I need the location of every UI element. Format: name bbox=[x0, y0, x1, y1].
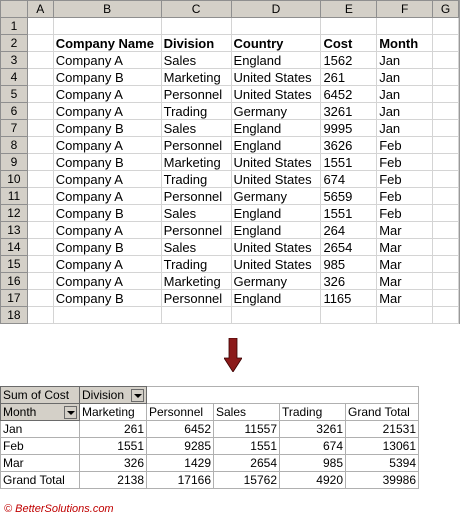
worksheet-row bbox=[1, 69, 459, 86]
worksheet-row bbox=[1, 18, 459, 35]
column-header[interactable]: C bbox=[161, 1, 231, 18]
pivot-cell: 3261 bbox=[280, 421, 346, 438]
row-header[interactable]: 15 bbox=[1, 256, 28, 273]
cell[interactable] bbox=[27, 137, 53, 154]
cell[interactable] bbox=[433, 205, 459, 222]
column-title-cell[interactable]: Month bbox=[377, 35, 433, 52]
cell[interactable]: Sales bbox=[161, 120, 231, 137]
row-header[interactable]: 18 bbox=[1, 307, 28, 324]
cell[interactable] bbox=[321, 18, 377, 35]
cell[interactable] bbox=[27, 18, 53, 35]
cell[interactable] bbox=[27, 188, 53, 205]
worksheet-row bbox=[1, 171, 459, 188]
cell[interactable] bbox=[27, 273, 53, 290]
cell[interactable]: Company B bbox=[53, 239, 161, 256]
cell[interactable]: Feb bbox=[377, 171, 433, 188]
down-arrow-icon bbox=[224, 338, 242, 372]
cell[interactable]: England bbox=[231, 205, 321, 222]
cell[interactable]: Sales bbox=[161, 205, 231, 222]
cell[interactable] bbox=[377, 18, 433, 35]
pivot-row-label: Grand Total bbox=[1, 472, 80, 489]
cell[interactable] bbox=[321, 307, 377, 324]
cell[interactable]: 985 bbox=[321, 256, 377, 273]
pivot-row-field-button[interactable] bbox=[1, 404, 80, 421]
cell[interactable]: Jan bbox=[377, 103, 433, 120]
worksheet-row bbox=[1, 35, 459, 52]
cell[interactable]: Feb bbox=[377, 188, 433, 205]
cell[interactable]: Trading bbox=[161, 256, 231, 273]
cell[interactable] bbox=[433, 86, 459, 103]
worksheet-row bbox=[1, 52, 459, 69]
cell[interactable]: United States bbox=[231, 154, 321, 171]
cell[interactable] bbox=[433, 256, 459, 273]
cell[interactable] bbox=[27, 222, 53, 239]
cell[interactable]: 264 bbox=[321, 222, 377, 239]
cell[interactable] bbox=[433, 171, 459, 188]
cell[interactable]: Company A bbox=[53, 171, 161, 188]
pivot-cell: 11557 bbox=[214, 421, 280, 438]
cell[interactable] bbox=[433, 188, 459, 205]
cell[interactable]: Trading bbox=[161, 103, 231, 120]
cell[interactable]: Personnel bbox=[161, 188, 231, 205]
row-header[interactable]: 13 bbox=[1, 222, 28, 239]
cell[interactable] bbox=[53, 307, 161, 324]
cell[interactable]: Feb bbox=[377, 137, 433, 154]
cell[interactable]: 1551 bbox=[321, 154, 377, 171]
cell[interactable] bbox=[231, 307, 321, 324]
pivot-cell: 17166 bbox=[147, 472, 214, 489]
cell[interactable] bbox=[433, 18, 459, 35]
worksheet-row bbox=[1, 205, 459, 222]
cell[interactable] bbox=[161, 307, 231, 324]
dropdown-arrow-icon[interactable] bbox=[64, 406, 77, 419]
cell[interactable]: Germany bbox=[231, 188, 321, 205]
worksheet-row bbox=[1, 222, 459, 239]
pivot-header-row bbox=[1, 404, 419, 421]
pivot-row-label: Feb bbox=[1, 438, 80, 455]
worksheet-row bbox=[1, 120, 459, 137]
row-header[interactable]: 1 bbox=[1, 18, 28, 35]
cell[interactable]: 3261 bbox=[321, 103, 377, 120]
cell[interactable]: 674 bbox=[321, 171, 377, 188]
cell[interactable] bbox=[433, 35, 459, 52]
cell[interactable]: Jan bbox=[377, 120, 433, 137]
pivot-col-header: Grand Total bbox=[346, 404, 419, 421]
cell[interactable]: United States bbox=[231, 171, 321, 188]
cell[interactable] bbox=[27, 86, 53, 103]
cell[interactable] bbox=[433, 52, 459, 69]
row-header[interactable]: 6 bbox=[1, 103, 28, 120]
pivot-cell: 4920 bbox=[280, 472, 346, 489]
dropdown-arrow-icon[interactable] bbox=[131, 389, 144, 402]
cell[interactable]: Personnel bbox=[161, 222, 231, 239]
cell[interactable]: Feb bbox=[377, 154, 433, 171]
row-header[interactable]: 3 bbox=[1, 52, 28, 69]
cell[interactable] bbox=[433, 69, 459, 86]
row-header[interactable]: 11 bbox=[1, 188, 28, 205]
cell[interactable] bbox=[231, 18, 321, 35]
pivot-row-label: Mar bbox=[1, 455, 80, 472]
pivot-cell: 21531 bbox=[346, 421, 419, 438]
column-title-cell[interactable]: Cost bbox=[321, 35, 377, 52]
cell[interactable] bbox=[433, 273, 459, 290]
worksheet-row bbox=[1, 188, 459, 205]
cell[interactable] bbox=[433, 307, 459, 324]
row-header[interactable]: 8 bbox=[1, 137, 28, 154]
column-header[interactable]: A bbox=[27, 1, 53, 18]
column-title-cell[interactable]: Division bbox=[161, 35, 231, 52]
column-header[interactable]: B bbox=[53, 1, 161, 18]
column-title-cell[interactable]: Country bbox=[231, 35, 321, 52]
cell[interactable] bbox=[27, 154, 53, 171]
cell[interactable]: Company B bbox=[53, 290, 161, 307]
column-header[interactable]: G bbox=[433, 1, 459, 18]
cell[interactable]: 3626 bbox=[321, 137, 377, 154]
cell[interactable] bbox=[433, 222, 459, 239]
pivot-col-header: Marketing bbox=[80, 404, 147, 421]
cell[interactable] bbox=[27, 307, 53, 324]
cell[interactable] bbox=[27, 256, 53, 273]
cell[interactable]: Company B bbox=[53, 205, 161, 222]
cell[interactable]: England bbox=[231, 290, 321, 307]
pivot-data-row bbox=[1, 421, 419, 438]
cell[interactable]: Jan bbox=[377, 86, 433, 103]
pivot-row-field-label: Month bbox=[3, 405, 37, 419]
cell[interactable] bbox=[27, 171, 53, 188]
copyright-text: © BetterSolutions.com bbox=[4, 503, 114, 515]
cell[interactable]: 1551 bbox=[321, 205, 377, 222]
pivot-cell: 1551 bbox=[80, 438, 147, 455]
cell[interactable] bbox=[27, 290, 53, 307]
cell[interactable]: England bbox=[231, 52, 321, 69]
column-header-row bbox=[1, 1, 459, 18]
pivot-data-field[interactable]: Sum of Cost bbox=[1, 387, 80, 404]
cell[interactable]: 6452 bbox=[321, 86, 377, 103]
cell[interactable]: Mar bbox=[377, 273, 433, 290]
cell[interactable]: United States bbox=[231, 256, 321, 273]
pivot-cell: 2138 bbox=[80, 472, 147, 489]
cell[interactable]: England bbox=[231, 222, 321, 239]
cell[interactable]: Jan bbox=[377, 69, 433, 86]
pivot-column-field-button[interactable] bbox=[80, 387, 147, 404]
worksheet-row bbox=[1, 256, 459, 273]
cell[interactable]: Personnel bbox=[161, 86, 231, 103]
worksheet-row bbox=[1, 273, 459, 290]
cell[interactable]: Company B bbox=[53, 120, 161, 137]
pivot-cell: 13061 bbox=[346, 438, 419, 455]
cell[interactable]: 261 bbox=[321, 69, 377, 86]
row-header[interactable]: 2 bbox=[1, 35, 28, 52]
cell[interactable] bbox=[433, 154, 459, 171]
select-all-corner[interactable] bbox=[1, 1, 28, 18]
cell[interactable] bbox=[27, 35, 53, 52]
cell[interactable]: Marketing bbox=[161, 154, 231, 171]
pivot-col-header: Personnel bbox=[147, 404, 214, 421]
cell[interactable] bbox=[433, 137, 459, 154]
cell[interactable]: Marketing bbox=[161, 69, 231, 86]
cell[interactable]: Mar bbox=[377, 290, 433, 307]
cell[interactable]: Germany bbox=[231, 273, 321, 290]
pivot-cell: 5394 bbox=[346, 455, 419, 472]
pivot-col-header: Sales bbox=[214, 404, 280, 421]
worksheet-row bbox=[1, 307, 459, 324]
cell[interactable]: Company B bbox=[53, 69, 161, 86]
worksheet-row bbox=[1, 154, 459, 171]
pivot-cell: 985 bbox=[280, 455, 346, 472]
cell[interactable]: 9995 bbox=[321, 120, 377, 137]
cell[interactable]: Company A bbox=[53, 86, 161, 103]
cell[interactable]: Company A bbox=[53, 256, 161, 273]
cell[interactable]: 1165 bbox=[321, 290, 377, 307]
cell[interactable]: Company A bbox=[53, 222, 161, 239]
pivot-cell: 6452 bbox=[147, 421, 214, 438]
worksheet-row bbox=[1, 103, 459, 120]
pivot-cell: 39986 bbox=[346, 472, 419, 489]
worksheet-row bbox=[1, 86, 459, 103]
cell[interactable]: 1562 bbox=[321, 52, 377, 69]
row-header[interactable]: 12 bbox=[1, 205, 28, 222]
pivot-column-field-label: Division bbox=[82, 388, 125, 402]
row-header[interactable]: 7 bbox=[1, 120, 28, 137]
cell[interactable] bbox=[27, 120, 53, 137]
cell[interactable] bbox=[27, 103, 53, 120]
pivot-cell: 1429 bbox=[147, 455, 214, 472]
cell[interactable] bbox=[433, 103, 459, 120]
row-header[interactable]: 17 bbox=[1, 290, 28, 307]
cell[interactable] bbox=[433, 239, 459, 256]
column-title-cell[interactable]: Company Name bbox=[53, 35, 161, 52]
cell[interactable]: Sales bbox=[161, 52, 231, 69]
cell[interactable]: Feb bbox=[377, 205, 433, 222]
cell[interactable]: Company A bbox=[53, 273, 161, 290]
column-header[interactable]: E bbox=[321, 1, 377, 18]
cell[interactable]: United States bbox=[231, 69, 321, 86]
cell[interactable] bbox=[433, 120, 459, 137]
pivot-row-label: Jan bbox=[1, 421, 80, 438]
cell[interactable]: Company A bbox=[53, 188, 161, 205]
row-header[interactable]: 5 bbox=[1, 86, 28, 103]
pivot-cell: 326 bbox=[80, 455, 147, 472]
cell[interactable] bbox=[161, 18, 231, 35]
cell[interactable]: Company A bbox=[53, 137, 161, 154]
cell[interactable]: Personnel bbox=[161, 290, 231, 307]
pivot-field-row bbox=[1, 387, 419, 404]
cell[interactable]: Sales bbox=[161, 239, 231, 256]
row-header[interactable]: 14 bbox=[1, 239, 28, 256]
cell[interactable] bbox=[27, 52, 53, 69]
pivot-cell: 15762 bbox=[214, 472, 280, 489]
cell[interactable]: 2654 bbox=[321, 239, 377, 256]
pivot-grand-total-row bbox=[1, 472, 419, 489]
cell[interactable]: Mar bbox=[377, 256, 433, 273]
pivot-table bbox=[0, 386, 419, 489]
cell[interactable] bbox=[377, 307, 433, 324]
worksheet-row bbox=[1, 290, 459, 307]
cell[interactable]: Personnel bbox=[161, 137, 231, 154]
row-header[interactable]: 4 bbox=[1, 69, 28, 86]
cell[interactable] bbox=[27, 69, 53, 86]
cell[interactable]: Trading bbox=[161, 171, 231, 188]
cell[interactable]: Mar bbox=[377, 222, 433, 239]
cell[interactable]: Mar bbox=[377, 239, 433, 256]
cell[interactable]: England bbox=[231, 137, 321, 154]
pivot-data-row bbox=[1, 455, 419, 472]
pivot-cell: 9285 bbox=[147, 438, 214, 455]
cell[interactable]: England bbox=[231, 120, 321, 137]
cell[interactable]: 5659 bbox=[321, 188, 377, 205]
worksheet-row bbox=[1, 137, 459, 154]
cell[interactable]: United States bbox=[231, 239, 321, 256]
row-header[interactable]: 9 bbox=[1, 154, 28, 171]
column-header[interactable]: D bbox=[231, 1, 321, 18]
cell[interactable]: Germany bbox=[231, 103, 321, 120]
row-header[interactable]: 10 bbox=[1, 171, 28, 188]
pivot-data-row bbox=[1, 438, 419, 455]
cell[interactable]: Jan bbox=[377, 52, 433, 69]
pivot-cell: 674 bbox=[280, 438, 346, 455]
pivot-cell: 1551 bbox=[214, 438, 280, 455]
cell[interactable] bbox=[27, 239, 53, 256]
cell[interactable] bbox=[27, 205, 53, 222]
cell[interactable]: United States bbox=[231, 86, 321, 103]
cell[interactable]: Company A bbox=[53, 52, 161, 69]
worksheet-row bbox=[1, 239, 459, 256]
pivot-col-header: Trading bbox=[280, 404, 346, 421]
pivot-cell: 2654 bbox=[214, 455, 280, 472]
column-header[interactable]: F bbox=[377, 1, 433, 18]
pivot-cell: 261 bbox=[80, 421, 147, 438]
row-header[interactable]: 16 bbox=[1, 273, 28, 290]
cell[interactable]: Company A bbox=[53, 103, 161, 120]
cell[interactable]: Company B bbox=[53, 154, 161, 171]
cell[interactable] bbox=[433, 290, 459, 307]
cell[interactable]: Marketing bbox=[161, 273, 231, 290]
cell[interactable]: 326 bbox=[321, 273, 377, 290]
cell[interactable] bbox=[53, 18, 161, 35]
